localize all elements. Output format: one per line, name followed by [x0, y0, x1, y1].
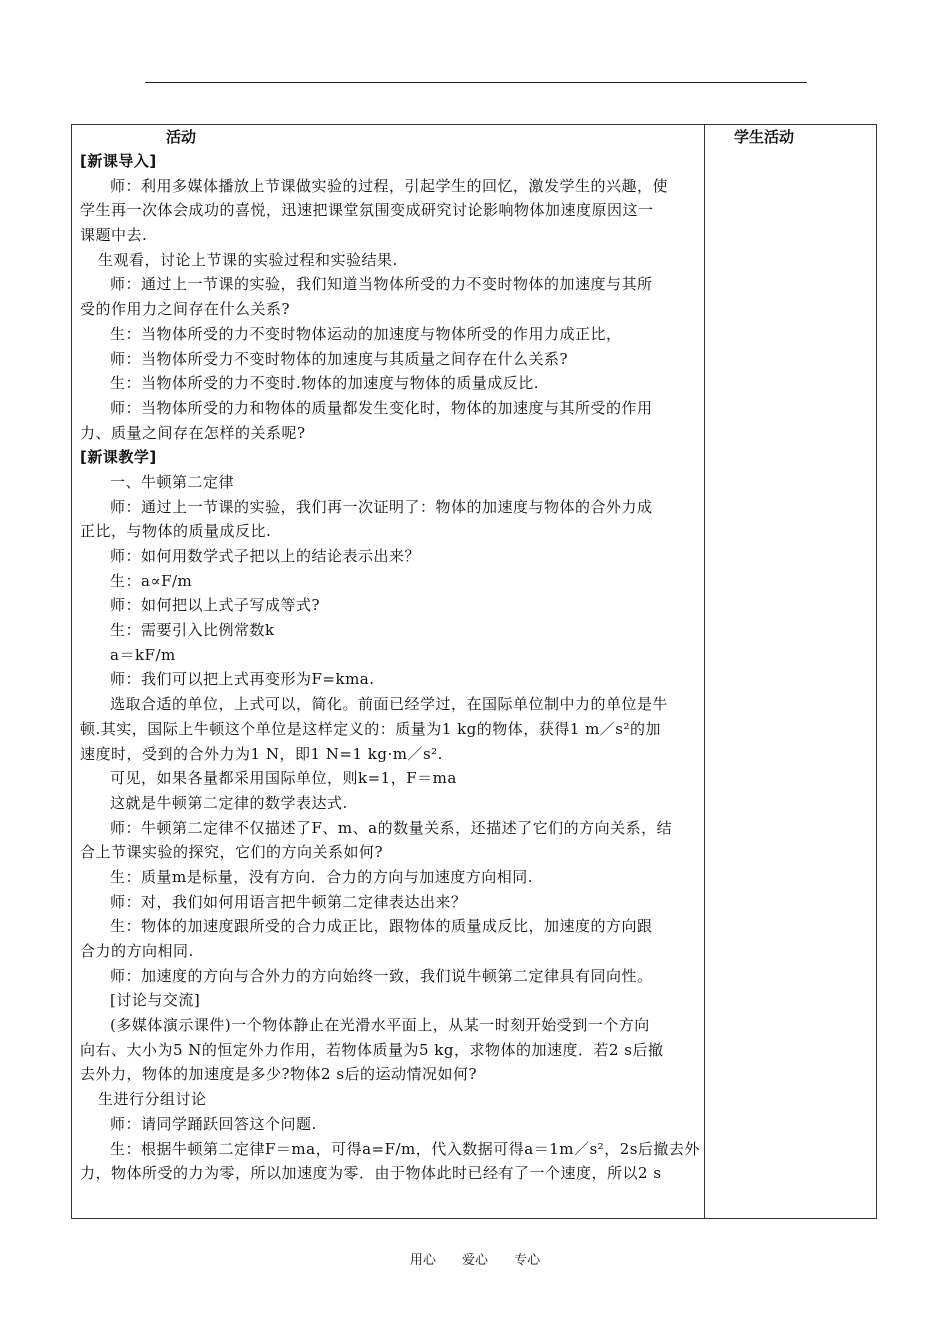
text-line: a＝kF/m: [110, 645, 176, 664]
column-divider: [704, 125, 705, 1218]
text-line: 速度时，受到的合外力为1 N，即1 N=1 kg·m／s².: [80, 744, 443, 763]
text-line: 生：根据牛顿第二定律F＝ma，可得a=F/m，代入数据可得a＝1m／s²，2s后撤去外: [110, 1139, 700, 1158]
text-line: 这就是牛顿第二定律的数学表达式.: [110, 793, 348, 812]
lesson-lines: [80, 149, 700, 1186]
text-line: 课题中去.: [80, 226, 148, 245]
text-line: 去外力，物体的加速度是多少?物体2 s后的运动情况如何?: [80, 1065, 478, 1084]
text-line: 学生再一次体会成功的喜悦，迅速把课堂氛围变成研究讨论影响物体加速度原因这一: [80, 201, 654, 220]
text-line: 力、质量之间存在怎样的关系呢?: [80, 423, 306, 442]
text-line: 生：当物体所受的力不变时物体运动的加速度与物体所受的作用力成正比，: [110, 324, 622, 343]
text-line: 可见，如果各量都采用国际单位，则k=1，F＝ma: [110, 769, 457, 788]
column-header-right: 学生活动: [734, 128, 795, 146]
text-line: (多媒体演示课件)一个物体静止在光滑水平面上，从某一时刻开始受到一个方向: [110, 1016, 650, 1035]
text-line: 向右、大小为5 N的恒定外力作用，若物体质量为5 kg，求物体的加速度．若2 s后撤: [80, 1040, 664, 1059]
text-line: 力，物体所受的力为零，所以加速度为零．由于物体此时已经有了一个速度，所以2 s: [80, 1164, 662, 1183]
text-line: 选取合适的单位，上式可以，简化。前面已经学过，在国际单位制中力的单位是牛: [110, 695, 669, 714]
text-line: 生：质量m是标量，没有方向．合力的方向与加速度方向相同.: [110, 867, 533, 886]
text-line: 一、牛顿第二定律: [110, 472, 235, 491]
text-line: 顿.其实，国际上牛顿这个单位是这样定义的：质量为1 kg的物体，获得1 m／s²的加: [80, 719, 662, 738]
teaching-activity-column: [80, 125, 700, 1186]
text-line: 师：当物体所受力不变时物体的加速度与其质量之间存在什么关系?: [110, 349, 569, 368]
text-line: 师：对，我们如何用语言把牛顿第二定律表达出来？: [110, 892, 467, 911]
text-line: 生：当物体所受的力不变时.物体的加速度与物体的质量成反比.: [110, 374, 540, 393]
text-line: 合上节课实验的探究，它们的方向关系如何?: [80, 843, 384, 862]
text-line: 师：利用多媒体播放上节课做实验的过程，引起学生的回忆，激发学生的兴趣，使: [110, 176, 669, 195]
text-line: 生：需要引入比例常数k: [110, 621, 275, 640]
student-activity-column: [712, 125, 872, 149]
text-line: 师：加速度的方向与合外力的方向始终一致，我们说牛顿第二定律具有同向性。: [110, 966, 653, 985]
text-line: 师：通过上一节课的实验，我们再一次证明了：物体的加速度与物体的合外力成: [110, 497, 653, 516]
column-header-left: 活动: [166, 128, 197, 146]
text-line: 生：a∝F/m: [110, 571, 193, 590]
text-line: 生进行分组讨论: [98, 1090, 207, 1109]
text-line: 生：物体的加速度跟所受的合力成正比，跟物体的质量成反比，加速度的方向跟: [110, 917, 653, 936]
text-line: 生观看，讨论上节课的实验过程和实验结果.: [98, 250, 398, 269]
text-line: [讨论与交流]: [110, 991, 201, 1010]
lesson-table: [71, 124, 877, 1219]
section-heading: [新课教学]: [80, 448, 157, 467]
text-line: 正比，与物体的质量成反比.: [80, 522, 272, 541]
text-line: 师：请同学踊跃回答这个问题.: [110, 1114, 317, 1133]
text-line: 合力的方向相同.: [80, 942, 194, 960]
text-line: 师：牛顿第二定律不仅描述了F、m、a的数量关系，还描述了它们的方向关系，结: [110, 818, 673, 837]
text-line: 受的作用力之间存在什么关系?: [80, 300, 291, 319]
header-rule: [145, 82, 807, 83]
text-line: 师：如何把以上式子写成等式?: [110, 596, 321, 615]
text-line: 师：我们可以把上式再变形为F=kma.: [110, 670, 375, 689]
page-footer: 用心 爱心 专心: [409, 1253, 541, 1268]
text-line: 师：当物体所受的力和物体的质量都发生变化时，物体的加速度与其所受的作用: [110, 398, 653, 417]
text-line: 师：通过上一节课的实验，我们知道当物体所受的力不变时物体的加速度与其所: [110, 275, 653, 294]
section-heading: [新课导入]: [80, 152, 157, 170]
text-line: 师：如何用数学式子把以上的结论表示出来？: [110, 547, 421, 565]
